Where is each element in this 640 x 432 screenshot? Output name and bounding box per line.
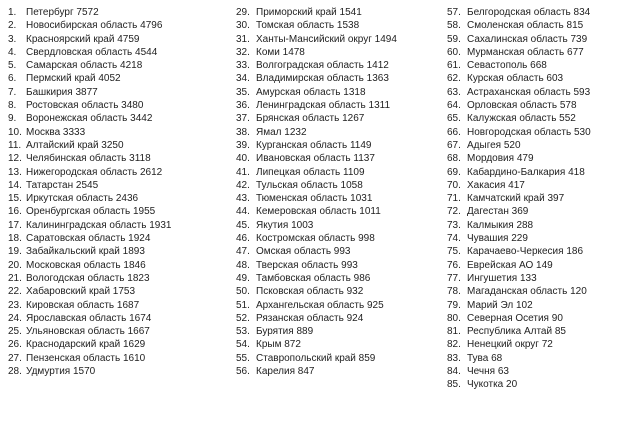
list-item-rank: 72. <box>447 206 461 218</box>
list-item-rank: 81. <box>447 326 461 338</box>
list-item <box>8 86 233 99</box>
list-item <box>236 59 461 72</box>
list-item <box>447 59 637 72</box>
list-item-rank: 32. <box>236 46 250 58</box>
list-item-rank: 19. <box>8 246 22 258</box>
list-item-text: Коми 1478 <box>256 46 305 58</box>
list-item-text: Карелия 847 <box>256 366 315 378</box>
list-item <box>8 179 233 192</box>
list-item-text: Астраханская область 593 <box>467 86 591 98</box>
list-item-text: Северная Осетия 90 <box>467 312 563 324</box>
list-item-rank: 7. <box>8 86 17 98</box>
list-item-text: Алтайский край 3250 <box>26 139 124 151</box>
list-item-rank: 52. <box>236 312 250 324</box>
list-item-rank: 56. <box>236 366 250 378</box>
list-item-text: Марий Эл 102 <box>467 299 533 311</box>
list-item <box>447 33 637 46</box>
list-item-text: Ростовская область 3480 <box>26 100 144 112</box>
list-item <box>8 46 233 59</box>
list-item-text: Рязанская область 924 <box>256 312 364 324</box>
list-item-rank: 55. <box>236 352 250 364</box>
list-item-rank: 74. <box>447 233 461 245</box>
list-item-text: Псковская область 932 <box>256 286 364 298</box>
list-item <box>236 72 461 85</box>
list-item-text: Сахалинская область 739 <box>467 33 588 45</box>
list-item <box>8 352 233 365</box>
list-item <box>236 192 461 205</box>
list-item <box>447 19 637 32</box>
list-item-rank: 41. <box>236 166 250 178</box>
list-item-text: Чукотка 20 <box>467 379 518 391</box>
list-item-rank: 82. <box>447 339 461 351</box>
list-item <box>236 19 461 32</box>
list-item-rank: 21. <box>8 272 22 284</box>
list-item-text: Бурятия 889 <box>256 326 314 338</box>
list-item-text: Мурманская область 677 <box>467 46 584 58</box>
list-item-rank: 42. <box>236 179 250 191</box>
list-item <box>8 325 233 338</box>
list-item-text: Кемеровская область 1011 <box>256 206 381 218</box>
list-item <box>447 312 637 325</box>
list-item <box>8 259 233 272</box>
list-item <box>8 245 233 258</box>
list-item <box>447 6 637 19</box>
list-item-rank: 85. <box>447 379 461 391</box>
list-item-text: Карачаево-Черкесия 186 <box>467 246 584 258</box>
list-item-text: Ивановская область 1137 <box>256 153 375 165</box>
list-item-text: Амурская область 1318 <box>256 86 366 98</box>
list-item <box>8 192 233 205</box>
list-item-text: Якутия 1003 <box>256 219 314 231</box>
list-item <box>236 219 461 232</box>
list-item-rank: 65. <box>447 113 461 125</box>
list-item-text: Омская область 993 <box>256 246 351 258</box>
list-item-text: Самарская область 4218 <box>26 60 143 72</box>
list-item-rank: 25. <box>8 326 22 338</box>
list-item-rank: 63. <box>447 86 461 98</box>
list-column-2 <box>236 6 461 378</box>
list-item-text: Новосибирская область 4796 <box>26 20 163 32</box>
list-item-rank: 30. <box>236 20 250 32</box>
list-item-text: Москва 3333 <box>26 126 86 138</box>
list-item <box>236 112 461 125</box>
list-item-rank: 1. <box>8 7 17 18</box>
list-item-rank: 40. <box>236 153 250 165</box>
list-column-1 <box>8 6 233 378</box>
list-item-text: Магаданская область 120 <box>467 286 587 298</box>
list-item <box>447 86 637 99</box>
list-item-rank: 83. <box>447 352 461 364</box>
list-item-rank: 59. <box>447 33 461 45</box>
list-item-rank: 15. <box>8 193 22 205</box>
list-item-rank: 64. <box>447 100 461 112</box>
list-item-text: Кировская область 1687 <box>26 299 140 311</box>
list-item-rank: 67. <box>447 139 461 151</box>
list-item <box>236 352 461 365</box>
list-item <box>447 245 637 258</box>
list-column-3 <box>447 6 637 392</box>
list-item-text: Севастополь 668 <box>467 60 547 72</box>
list-item <box>236 232 461 245</box>
list-item <box>447 219 637 232</box>
list-item-text: Дагестан 369 <box>467 206 529 218</box>
list-item <box>447 272 637 285</box>
list-item-rank: 13. <box>8 166 22 178</box>
list-item-text: Московская область 1846 <box>26 259 146 271</box>
list-item-text: Татарстан 2545 <box>26 179 99 191</box>
list-item <box>236 166 461 179</box>
list-item-text: Красноярский край 4759 <box>26 33 140 45</box>
list-item-rank: 17. <box>8 219 22 231</box>
list-item-text: Волгоградская область 1412 <box>256 60 389 72</box>
list-item-rank: 80. <box>447 312 461 324</box>
list-item <box>8 285 233 298</box>
list-item <box>8 219 233 232</box>
list-item-text: Республика Алтай 85 <box>467 326 566 338</box>
list-item-rank: 35. <box>236 86 250 98</box>
list-item-text: Тульская область 1058 <box>256 179 363 191</box>
list-item <box>8 312 233 325</box>
list-item <box>236 152 461 165</box>
list-item <box>8 112 233 125</box>
list-item <box>236 99 461 112</box>
list-item-text: Ингушетия 133 <box>467 272 537 284</box>
list-item-rank: 68. <box>447 153 461 165</box>
list-item-text: Ленинградская область 1311 <box>256 100 391 112</box>
list-item-text: Ямал 1232 <box>256 126 307 138</box>
list-item-text: Пензенская область 1610 <box>26 352 146 364</box>
list-item-text: Тамбовская область 986 <box>256 272 371 284</box>
list-item-text: Еврейская АО 149 <box>467 259 553 271</box>
list-item-text: Томская область 1538 <box>256 20 360 32</box>
list-item-rank: 38. <box>236 126 250 138</box>
list-item-text: Брянская область 1267 <box>256 113 365 125</box>
list-item-rank: 53. <box>236 326 250 338</box>
list-item-rank: 43. <box>236 193 250 205</box>
list-item-rank: 46. <box>236 233 250 245</box>
list-item-rank: 45. <box>236 219 250 231</box>
list-item <box>8 338 233 351</box>
list-item-rank: 2. <box>8 20 17 32</box>
list-item-rank: 16. <box>8 206 22 218</box>
list-item <box>447 179 637 192</box>
list-item <box>8 166 233 179</box>
list-item <box>447 72 637 85</box>
list-item-text: Ульяновская область 1667 <box>26 326 150 338</box>
list-item-text: Краснодарский край 1629 <box>26 339 146 351</box>
list-item <box>8 19 233 32</box>
list-item-text: Мордовия 479 <box>467 153 534 165</box>
list-item <box>447 99 637 112</box>
list-item <box>236 325 461 338</box>
list-item-text: Курская область 603 <box>467 73 564 85</box>
list-item-text: Ярославская область 1674 <box>26 312 152 324</box>
list-item-text: Ханты-Мансийский округ 1494 <box>256 33 397 45</box>
list-item-rank: 24. <box>8 312 22 324</box>
list-item-rank: 20. <box>8 259 22 271</box>
list-item-text: Петербург 7572 <box>26 7 99 18</box>
list-item <box>8 232 233 245</box>
list-item-text: Хакасия 417 <box>467 179 525 191</box>
list-item-rank: 11. <box>8 139 22 151</box>
list-item-text: Челябинская область 3118 <box>26 153 151 165</box>
list-item-text: Калининградская область 1931 <box>26 219 172 231</box>
list-item <box>8 99 233 112</box>
list-item-rank: 10. <box>8 126 22 138</box>
list-item <box>8 152 233 165</box>
list-item-text: Хабаровский край 1753 <box>26 286 136 298</box>
list-item-rank: 60. <box>447 46 461 58</box>
list-item <box>8 365 233 378</box>
list-item <box>236 312 461 325</box>
list-item <box>447 338 637 351</box>
list-item-text: Приморский край 1541 <box>256 7 362 18</box>
list-item-rank: 66. <box>447 126 461 138</box>
list-item-text: Белгородская область 834 <box>467 7 591 18</box>
list-item-text: Костромская область 998 <box>256 233 375 245</box>
list-item <box>236 126 461 139</box>
list-item-text: Вологодская область 1823 <box>26 272 150 284</box>
list-item <box>236 245 461 258</box>
list-item-rank: 69. <box>447 166 461 178</box>
list-item-rank: 12. <box>8 153 22 165</box>
list-item-text: Свердловская область 4544 <box>26 46 158 58</box>
list-item-rank: 71. <box>447 193 461 205</box>
list-item-text: Архангельская область 925 <box>256 299 384 311</box>
list-item <box>447 325 637 338</box>
list-item <box>236 365 461 378</box>
list-item-rank: 61. <box>447 60 461 72</box>
list-item <box>236 299 461 312</box>
list-item-rank: 37. <box>236 113 250 125</box>
list-item-rank: 44. <box>236 206 250 218</box>
list-item <box>236 179 461 192</box>
list-item-text: Ставропольский край 859 <box>256 352 376 364</box>
list-item-text: Удмуртия 1570 <box>26 366 96 378</box>
list-item <box>236 338 461 351</box>
list-item <box>447 112 637 125</box>
list-item-rank: 36. <box>236 100 250 112</box>
list-item-text: Саратовская область 1924 <box>26 233 151 245</box>
list-item-text: Забайкальский край 1893 <box>26 246 145 258</box>
list-item-text: Крым 872 <box>256 339 301 351</box>
list-item-rank: 39. <box>236 139 250 151</box>
list-item <box>447 46 637 59</box>
list-item <box>236 285 461 298</box>
list-item-text: Чувашия 229 <box>467 233 528 245</box>
list-item <box>447 378 637 391</box>
list-item <box>447 232 637 245</box>
list-item-text: Нижегородская область 2612 <box>26 166 163 178</box>
list-item <box>8 59 233 72</box>
list-item-rank: 28. <box>8 366 22 378</box>
list-item-text: Курганская область 1149 <box>256 139 372 151</box>
list-item-rank: 23. <box>8 299 22 311</box>
list-item-text: Новгородская область 530 <box>467 126 591 138</box>
list-item-rank: 29. <box>236 7 250 18</box>
list-item-rank: 84. <box>447 366 461 378</box>
list-item-rank: 58. <box>447 20 461 32</box>
list-item-rank: 4. <box>8 46 17 58</box>
list-item <box>236 86 461 99</box>
list-item <box>8 126 233 139</box>
list-item <box>236 46 461 59</box>
list-item <box>447 299 637 312</box>
list-item <box>236 272 461 285</box>
list-item-text: Тува 68 <box>467 352 503 364</box>
list-item-rank: 70. <box>447 179 461 191</box>
list-item <box>447 205 637 218</box>
list-item-rank: 76. <box>447 259 461 271</box>
list-item <box>447 259 637 272</box>
list-item-text: Камчатский край 397 <box>467 193 565 205</box>
list-item <box>447 126 637 139</box>
list-item-text: Иркутская область 2436 <box>26 193 139 205</box>
list-item-text: Адыгея 520 <box>467 139 521 151</box>
list-item-rank: 22. <box>8 286 22 298</box>
list-item <box>236 205 461 218</box>
list-item-rank: 50. <box>236 286 250 298</box>
list-item-text: Оренбургская область 1955 <box>26 206 156 218</box>
list-item-text: Чечня 63 <box>467 366 509 378</box>
list-item <box>447 192 637 205</box>
list-item-rank: 33. <box>236 60 250 72</box>
list-item <box>447 365 637 378</box>
list-item <box>8 205 233 218</box>
list-item-rank: 79. <box>447 299 461 311</box>
list-item-rank: 78. <box>447 286 461 298</box>
list-item-rank: 47. <box>236 246 250 258</box>
list-item-rank: 73. <box>447 219 461 231</box>
list-item-text: Башкирия 3877 <box>26 86 98 98</box>
list-item-rank: 18. <box>8 233 22 245</box>
list-item-rank: 49. <box>236 272 250 284</box>
list-item <box>447 139 637 152</box>
list-item-rank: 51. <box>236 299 250 311</box>
list-item-rank: 54. <box>236 339 250 351</box>
list-item <box>236 139 461 152</box>
list-item <box>8 6 233 19</box>
list-item-text: Липецкая область 1109 <box>256 166 365 178</box>
list-item <box>236 259 461 272</box>
list-item-rank: 62. <box>447 73 461 85</box>
list-item-rank: 6. <box>8 73 17 85</box>
list-item <box>447 166 637 179</box>
list-item-rank: 48. <box>236 259 250 271</box>
list-item <box>236 6 461 19</box>
list-item-rank: 34. <box>236 73 250 85</box>
list-item-rank: 26. <box>8 339 22 351</box>
list-item-text: Смоленская область 815 <box>467 20 584 32</box>
list-item <box>236 33 461 46</box>
list-item-text: Ненецкий округ 72 <box>467 339 553 351</box>
list-item-text: Орловская область 578 <box>467 100 577 112</box>
list-item-rank: 27. <box>8 352 22 364</box>
list-item-text: Воронежская область 3442 <box>26 113 153 125</box>
list-item-rank: 31. <box>236 33 250 45</box>
list-item <box>8 72 233 85</box>
list-item-rank: 8. <box>8 100 17 112</box>
list-item <box>447 152 637 165</box>
list-item <box>8 139 233 152</box>
list-item-rank: 14. <box>8 179 22 191</box>
list-item <box>447 352 637 365</box>
list-item-rank: 9. <box>8 113 17 125</box>
list-item <box>8 33 233 46</box>
list-item-text: Тюменская область 1031 <box>256 193 373 205</box>
list-item-rank: 77. <box>447 272 461 284</box>
list-item-text: Кабардино-Балкария 418 <box>467 166 585 178</box>
list-item <box>447 285 637 298</box>
list-item-text: Калмыкия 288 <box>467 219 534 231</box>
list-item-rank: 57. <box>447 7 461 18</box>
list-item-text: Тверская область 993 <box>256 259 358 271</box>
list-item-text: Калужская область 552 <box>467 113 576 125</box>
list-item-text: Владимирская область 1363 <box>256 73 389 85</box>
list-item-rank: 3. <box>8 33 17 45</box>
list-item-text: Пермский край 4052 <box>26 73 121 85</box>
list-item <box>8 299 233 312</box>
list-item-rank: 75. <box>447 246 461 258</box>
list-item <box>8 272 233 285</box>
list-item-rank: 5. <box>8 60 17 72</box>
